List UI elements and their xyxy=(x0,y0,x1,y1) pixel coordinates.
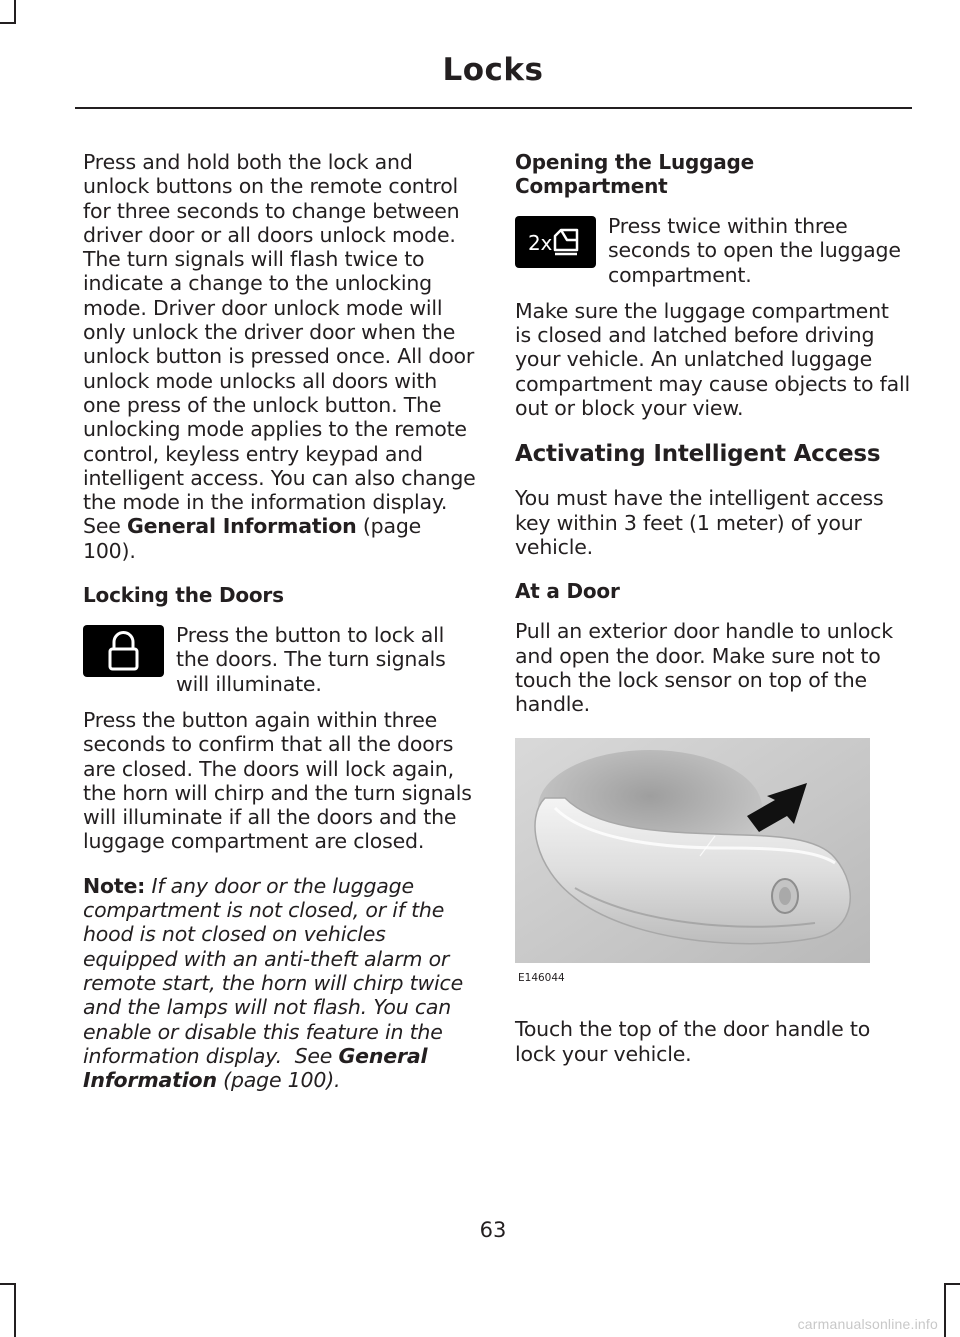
locking-icon-row xyxy=(83,623,478,696)
luggage-compartment-icon xyxy=(515,216,596,268)
door-handle-figure xyxy=(515,738,870,1003)
xref-link[interactable]: General Information xyxy=(126,514,357,539)
crop-mark xyxy=(0,1283,16,1285)
page-number: 63 xyxy=(479,1218,507,1242)
luggage-heading: Opening the Luggage Compartment xyxy=(515,150,755,198)
lock-icon xyxy=(83,625,164,677)
activating-paragraph: You must have the intelligent access key within 3 feet (1 meter) of your vehicle. xyxy=(515,486,884,559)
luggage-icon-row xyxy=(515,214,910,287)
left-column xyxy=(83,150,478,1112)
watermark: carmanualsonline.info xyxy=(797,1316,938,1332)
luggage-icon-text: Press twice within three seconds to open the luggage compartment. xyxy=(608,214,901,287)
crop-mark xyxy=(944,1283,946,1337)
crop-mark xyxy=(944,1283,960,1285)
door-handle-illustration xyxy=(515,738,870,963)
crop-mark xyxy=(0,22,16,24)
luggage-icon-label: 2x xyxy=(528,231,553,255)
page-title: Locks xyxy=(442,52,544,88)
locking-icon-text: Press the button to lock all the doors. The turn signals will illuminate. xyxy=(176,623,446,696)
locking-again-paragraph: Press the button again within three seconds to confirm that all the doors are closed. The doors will lock again, the horn will chirp and the turn signals will illuminate if all the doors and the luggage compartment are closed. xyxy=(83,707,472,854)
right-column xyxy=(515,150,910,1086)
touch-paragraph: Touch the top of the door handle to lock your vehicle. xyxy=(515,1017,871,1066)
header-divider xyxy=(75,107,912,109)
activating-heading: Activating Intelligent Access xyxy=(515,441,881,468)
note-paragraph: Note: If any door or the luggage compartment is not closed, or if the hood is not closed on vehicles equipped with an anti-theft alarm or remote start, the horn will chirp twice and the lamps will not flash. You can enable or disable this feature in the information display. See General Information (page 100). xyxy=(83,873,463,1093)
note-label: Note: xyxy=(83,873,146,898)
xref-link[interactable]: General Information xyxy=(83,1043,428,1093)
unlock-mode-paragraph: Press and hold both the lock and unlock buttons on the remote control for three seconds to change between driver door or all doors unlock mode. The turn signals will flash twice to indicate a change to the unlocking mode. Driver door unlock mode will only unlock the driver door when the unlock button is pressed once. All door unlock mode unlocks all doors with one press of the unlock button. The unlocking mode applies to the remote control, keyless entry keypad and intelligent access. You can also change the mode in the information display. See General Information (page 100). xyxy=(83,150,476,563)
door-heading: At a Door xyxy=(515,579,620,604)
door-paragraph: Pull an exterior door handle to unlock and open the door. Make sure not to touch the lock sensor on top of the handle. xyxy=(515,619,893,717)
crop-mark xyxy=(14,0,16,24)
crop-mark xyxy=(14,1283,16,1337)
figure-code: E146044 xyxy=(518,972,565,985)
locking-heading: Locking the Doors xyxy=(83,583,284,608)
luggage-warning-paragraph: Make sure the luggage compartment is closed and latched before driving your vehicle. An unlatched luggage compartment may cause objects to fall out or block your view. xyxy=(515,298,911,421)
